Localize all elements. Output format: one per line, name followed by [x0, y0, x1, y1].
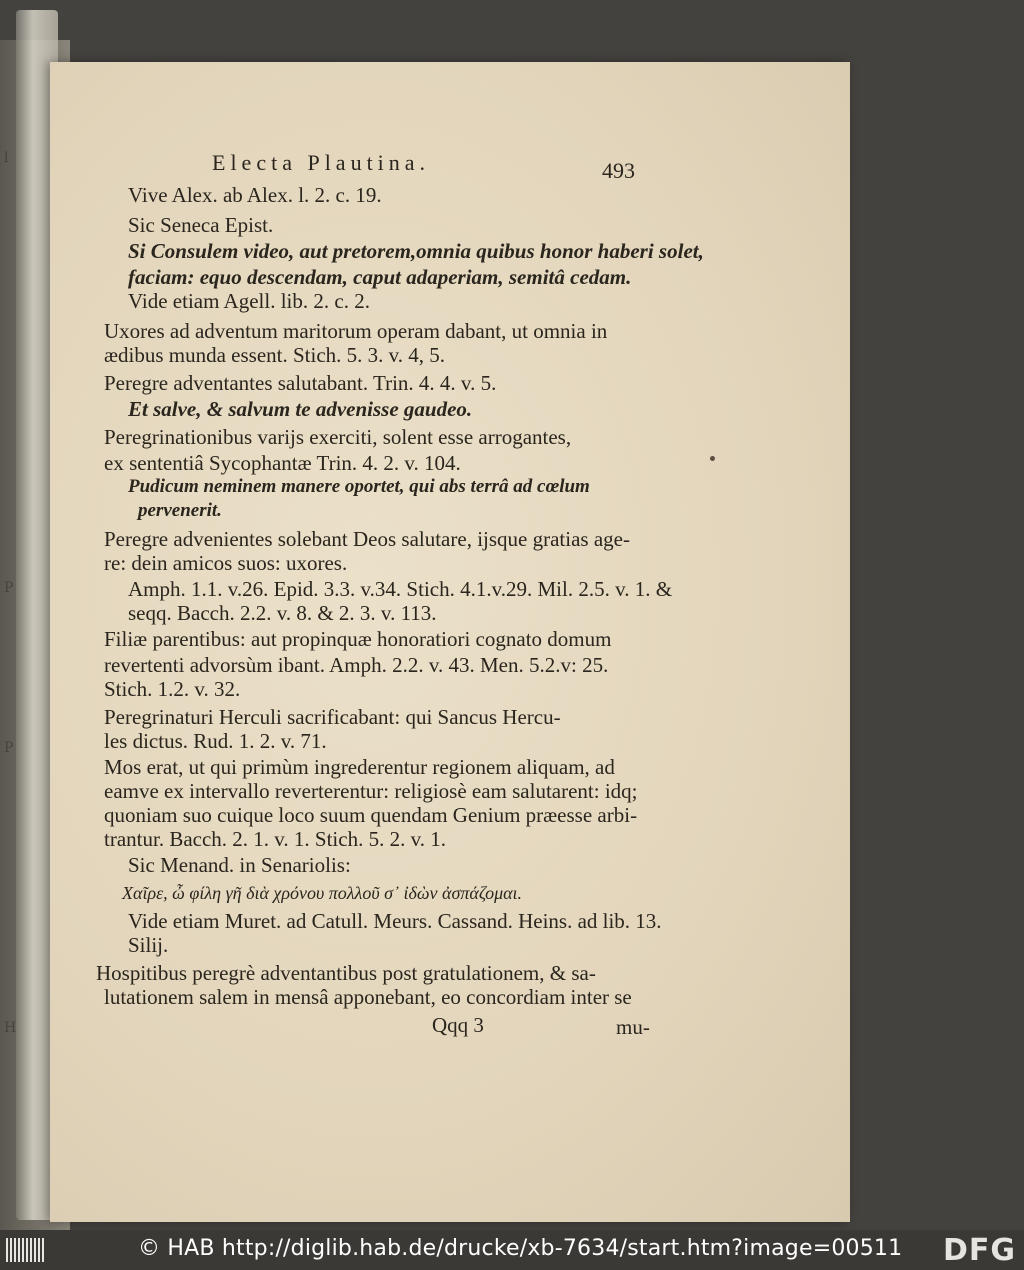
text-line: Amph. 1.1. v.26. Epid. 3.3. v.34. Stich. 4.1.v.29. Mil. 2.5. v. 1. & — [128, 577, 673, 601]
text-line: Pudicum neminem manere oportet, qui abs terrâ ad cœlum — [128, 476, 590, 497]
text-line: Sic Menand. in Senariolis: — [128, 853, 351, 877]
text-line: quoniam suo cuique loco suum quendam Genium præesse arbi- — [104, 803, 638, 827]
paper-speck — [710, 456, 715, 461]
copyright-url-link[interactable]: © HAB http://diglib.hab.de/drucke/xb-7634/start.htm?image=00511 — [138, 1236, 903, 1261]
text-line: Peregrinationibus varijs exerciti, solent esse arrogantes, — [104, 425, 572, 449]
text-line: Vive Alex. ab Alex. l. 2. c. 19. — [128, 183, 382, 207]
catchword: mu- — [616, 1015, 650, 1039]
text-line: pervenerit. — [138, 500, 222, 521]
text-line: Filiæ parentibus: aut propinquæ honoratiori cognato domum — [104, 627, 612, 651]
text-line: Sic Seneca Epist. — [128, 213, 274, 237]
text-line: Si Consulem video, aut pretorem,omnia quibus honor haberi solet, — [128, 239, 704, 263]
signature-mark: Qqq 3 — [432, 1013, 484, 1037]
text-line: Peregrinaturi Herculi sacrificabant: qui Sancus Hercu- — [104, 705, 561, 729]
text-line: Et salve, & salvum te advenisse gaudeo. — [128, 397, 473, 421]
hab-barcode-logo-icon — [6, 1238, 48, 1262]
text-line: Uxores ad adventum maritorum operam dabant, ut omnia in — [104, 319, 608, 343]
facing-page-glyph: l — [4, 150, 9, 166]
footer-bar — [0, 1230, 1024, 1270]
text-line: eamve ex intervallo reverterentur: religiosè eam salutarent: idq; — [104, 779, 638, 803]
text-line: trantur. Bacch. 2. 1. v. 1. Stich. 5. 2. v. 1. — [104, 827, 446, 851]
running-header: Electa Plautina. — [212, 150, 431, 175]
text-line: Hospitibus peregrè adventantibus post gratulationem, & sa- — [96, 961, 596, 985]
page-number: 493 — [602, 158, 635, 183]
text-line: Vide etiam Agell. lib. 2. c. 2. — [128, 289, 370, 313]
text-line: revertenti advorsùm ibant. Amph. 2.2. v. 43. Men. 5.2.v: 25. — [104, 653, 609, 677]
dfg-logo-icon: DFG — [942, 1233, 1016, 1268]
book-page — [50, 62, 850, 1222]
text-line: ædibus munda essent. Stich. 5. 3. v. 4, 5. — [104, 343, 446, 367]
text-line: re: dein amicos suos: uxores. — [104, 551, 348, 575]
text-line: Peregre advenientes solebant Deos salutare, ijsque gratias age- — [104, 527, 630, 551]
text-line: Stich. 1.2. v. 32. — [104, 677, 241, 701]
facing-page-glyph: H — [4, 1020, 17, 1036]
text-line: Mos erat, ut qui primùm ingrederentur regionem aliquam, ad — [104, 755, 615, 779]
text-line: les dictus. Rud. 1. 2. v. 71. — [104, 729, 327, 753]
text-line: faciam: equo descendam, caput adaperiam, semitâ cedam. — [128, 265, 632, 289]
greek-quote: Χαῖρε, ὦ φίλη γῆ διὰ χρόνου πολλοῦ σ᾽ ἰδὼν ἀσπάζομαι. — [122, 883, 523, 903]
text-line: Silij. — [128, 933, 169, 957]
text-line: ex sententiâ Sycophantæ Trin. 4. 2. v. 104. — [104, 451, 461, 475]
text-line: lutationem salem in mensâ apponebant, eo concordiam inter se — [104, 985, 632, 1009]
facing-page-glyph: P — [4, 580, 14, 596]
text-line: seqq. Bacch. 2.2. v. 8. & 2. 3. v. 113. — [128, 601, 437, 625]
text-line: Peregre adventantes salutabant. Trin. 4. 4. v. 5. — [104, 371, 497, 395]
text-line: Vide etiam Muret. ad Catull. Meurs. Cassand. Heins. ad lib. 13. — [128, 909, 662, 933]
facing-page-glyph: P — [4, 740, 14, 756]
